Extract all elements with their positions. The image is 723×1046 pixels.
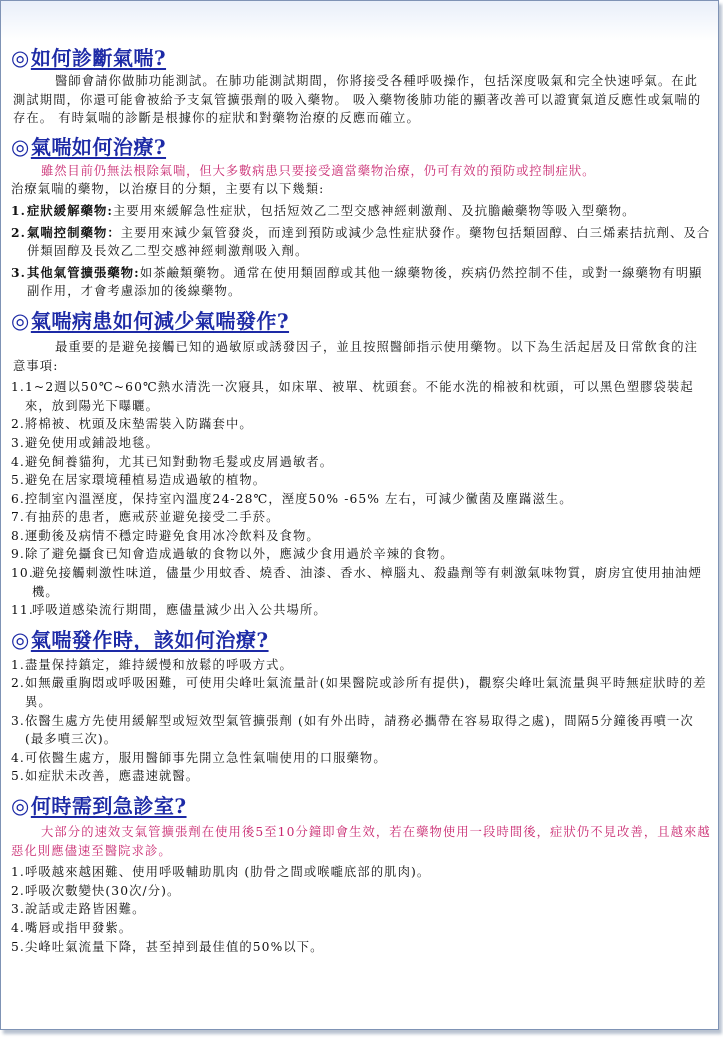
- emergency-list: [11, 863, 711, 956]
- section-heading: [11, 132, 711, 162]
- item-number: 5.: [11, 473, 25, 488]
- item-number: 2.: [11, 224, 27, 240]
- item-number: 4.: [11, 454, 25, 469]
- item-text: 如症狀未改善，應盡速就醫。: [25, 769, 200, 784]
- list-item: [11, 508, 711, 527]
- item-text: 說話或走路皆困難。: [25, 902, 146, 917]
- list-item: [11, 882, 711, 901]
- item-term: 症狀緩解藥物:: [27, 202, 114, 218]
- section-heading: [11, 306, 711, 336]
- item-text: 1~2週以50℃~60℃熱水清洗一次寢具，如床單、被單、枕頭套。不能水洗的棉被和枕頭，可以黑色塑膠袋裝起來，放到陽光下曝曬。: [25, 380, 694, 413]
- item-number: 8.: [11, 528, 25, 543]
- section-title: 如何診斷氣喘?: [30, 46, 167, 70]
- item-term: 其他氣管擴張藥物:: [27, 264, 140, 280]
- item-text: 有抽菸的患者，應戒菸並避免接受二手菸。: [25, 510, 280, 525]
- item-number: 5.: [11, 769, 25, 784]
- list-item: [11, 264, 711, 301]
- item-number: 2.: [11, 883, 25, 898]
- item-term: 氣喘控制藥物：: [27, 224, 121, 240]
- item-text: 避免接觸刺激性味道，儘量少用蚊香、燒香、油漆、香水、樟腦丸、殺蟲劑等有刺激氣味物質，廚房宜使用抽油煙機。: [32, 566, 702, 599]
- item-text: 如無嚴重胸悶或呼吸困難，可使用尖峰吐氣流量計(如果醫院或診所有提供)，觀察尖峰吐氣流量與平時無症狀時的差異。: [25, 676, 707, 710]
- list-item: [11, 202, 711, 221]
- section-prevention: [11, 306, 711, 620]
- item-text: 運動後及病情不穩定時避免食用冰冷飲料及食物。: [25, 528, 320, 543]
- list-item: [11, 378, 711, 415]
- section-emergency: [11, 791, 711, 956]
- item-number: 7.: [11, 510, 25, 525]
- item-text: 呼吸越來越困難、使用呼吸輔助肌肉 (肋骨之間或喉嚨底部的肌肉)。: [25, 865, 431, 880]
- item-number: 6.: [11, 491, 25, 506]
- item-number: 2.: [11, 417, 25, 432]
- list-item: [11, 900, 711, 919]
- section-title: 氣喘如何治療?: [30, 134, 167, 159]
- item-text: 盡量保持鎮定，維持緩慢和放鬆的呼吸方式。: [25, 657, 293, 672]
- section-paragraph: 最重要的是避免接觸已知的過敏原或誘發因子，並且按照醫師指示使用藥物。以下為生活起居及日常飲食的注意事項:: [13, 339, 699, 373]
- item-number: 1.: [11, 380, 25, 395]
- circle-bullet-icon: ◎: [11, 793, 30, 818]
- item-number: 2.: [11, 676, 25, 691]
- section-heading: [11, 625, 711, 655]
- prevention-list: [11, 378, 711, 620]
- list-item: [11, 656, 711, 675]
- list-item: [11, 674, 711, 711]
- item-text: 可依醫生處方，服用醫師事先開立急性氣喘使用的口服藥物。: [25, 750, 387, 765]
- list-item: [11, 453, 711, 472]
- section-treatment: [11, 132, 711, 301]
- item-number: 9.: [11, 547, 25, 562]
- item-number: 4.: [11, 750, 25, 765]
- list-item: [11, 601, 711, 620]
- section-title: 何時需到急診室?: [30, 794, 187, 818]
- item-text: 主要用來減少氣管發炎，而達到預防或減少急性症狀發作。藥物包括類固醇、白三烯素拮抗劑、及合併類固醇及長效乙二型交感神經刺激劑吸入劑。: [27, 225, 711, 259]
- section-paragraph: 醫師會請你做肺功能測試。在肺功能測試期間，你將接受各種呼吸操作，包括深度吸氣和完全快速呼氣。在此測試期間，你還可能會被給予支氣管擴張劑的吸入藥物。 吸入藥物後肺功能的顯著改善可以證實氣道反應性或氣喘的存在。 有時氣喘的診斷是根據你的症狀和對藥物治療的反應而確立。: [13, 74, 702, 126]
- item-number: 1.: [11, 202, 27, 218]
- section-heading: [11, 43, 711, 73]
- leaflet-content: [11, 39, 711, 956]
- item-text: 呼吸道感染流行期間，應儘量減少出入公共場所。: [32, 603, 327, 618]
- section-attack: [11, 625, 711, 786]
- highlight-paragraph: 大部分的速效支氣管擴張劑在使用後5至10分鐘即會生效，若在藥物使用一段時間後，症狀仍不見改善，且越來越惡化則應儘速至醫院求診。: [11, 825, 711, 858]
- item-number: 1.: [11, 657, 25, 672]
- item-text: 避免在居家環境種植易造成過敏的植物。: [25, 473, 267, 488]
- list-item: [11, 490, 711, 509]
- highlight-paragraph: 雖然目前仍無法根除氣喘，但大多數病患只要接受適當藥物治療，仍可有效的預防或控制症狀。: [41, 163, 596, 178]
- list-item: [11, 767, 711, 786]
- list-item: [11, 938, 711, 957]
- item-text: 呼吸次數變快(30次/分)。: [25, 883, 181, 898]
- list-item: [11, 224, 711, 261]
- item-number: 3.: [11, 264, 27, 280]
- item-number: 5.: [11, 939, 25, 954]
- item-number: 3.: [11, 902, 25, 917]
- list-item: [11, 434, 711, 453]
- item-text: 除了避免攝食已知會造成過敏的食物以外，應減少食用過於辛辣的食物。: [25, 547, 454, 562]
- item-text: 尖峰吐氣流量下降，甚至掉到最佳值的50%以下。: [25, 939, 324, 954]
- circle-bullet-icon: ◎: [11, 133, 30, 159]
- item-text: 嘴唇或指甲發紫。: [25, 920, 133, 935]
- list-item: [11, 919, 711, 938]
- list-item: [11, 749, 711, 768]
- item-number: 4.: [11, 920, 25, 935]
- attack-list: [11, 656, 711, 786]
- list-item: [11, 712, 711, 749]
- item-text: 控制室內溫溼度，保持室內溫度24-28℃，溼度50% -65% 左右，可減少黴菌及塵蹣滋生。: [25, 491, 573, 506]
- item-text: 將棉被、枕頭及床墊需裝入防蹣套中。: [25, 417, 253, 432]
- item-number: 10.: [11, 566, 34, 581]
- section-diagnosis: [11, 43, 711, 128]
- circle-bullet-icon: ◎: [11, 45, 30, 70]
- section-title: 氣喘病患如何減少氣喘發作?: [30, 308, 290, 333]
- item-number: 1.: [11, 865, 25, 880]
- circle-bullet-icon: ◎: [11, 626, 30, 652]
- list-item: [11, 527, 711, 546]
- section-title: 氣喘發作時，該如何治療?: [30, 627, 269, 652]
- item-text: 依醫生處方先使用緩解型或短效型氣管擴張劑 (如有外出時，請務必攜帶在容易取得之處)，間隔5分鐘後再噴一次(最多噴三次)。: [25, 713, 694, 747]
- section-heading: [11, 791, 711, 821]
- list-item: [11, 863, 711, 882]
- item-text: 避免飼養貓狗，尤其已知對動物毛髮或皮屑過敏者。: [25, 454, 334, 469]
- item-number: 3.: [11, 435, 25, 450]
- list-item: [11, 545, 711, 564]
- list-item: [11, 564, 711, 601]
- item-text: 主要用來緩解急性症狀，包括短效乙二型交感神經刺激劑、及抗膽鹼藥物等吸入型藥物。: [113, 203, 636, 218]
- item-text: 如茶鹼類藥物。通常在使用類固醇或其他一線藥物後，疾病仍然控制不佳，或對一線藥物有明顯副作用，才會考慮添加的後線藥物。: [27, 265, 703, 299]
- list-item: [11, 471, 711, 490]
- item-number: 11.: [11, 603, 34, 618]
- circle-bullet-icon: ◎: [11, 307, 30, 333]
- item-number: 3.: [11, 713, 25, 728]
- section-paragraph: 治療氣喘的藥物，以治療目的分類，主要有以下幾類:: [11, 182, 325, 197]
- item-text: 避免使用或鋪設地毯。: [25, 435, 159, 450]
- list-item: [11, 415, 711, 434]
